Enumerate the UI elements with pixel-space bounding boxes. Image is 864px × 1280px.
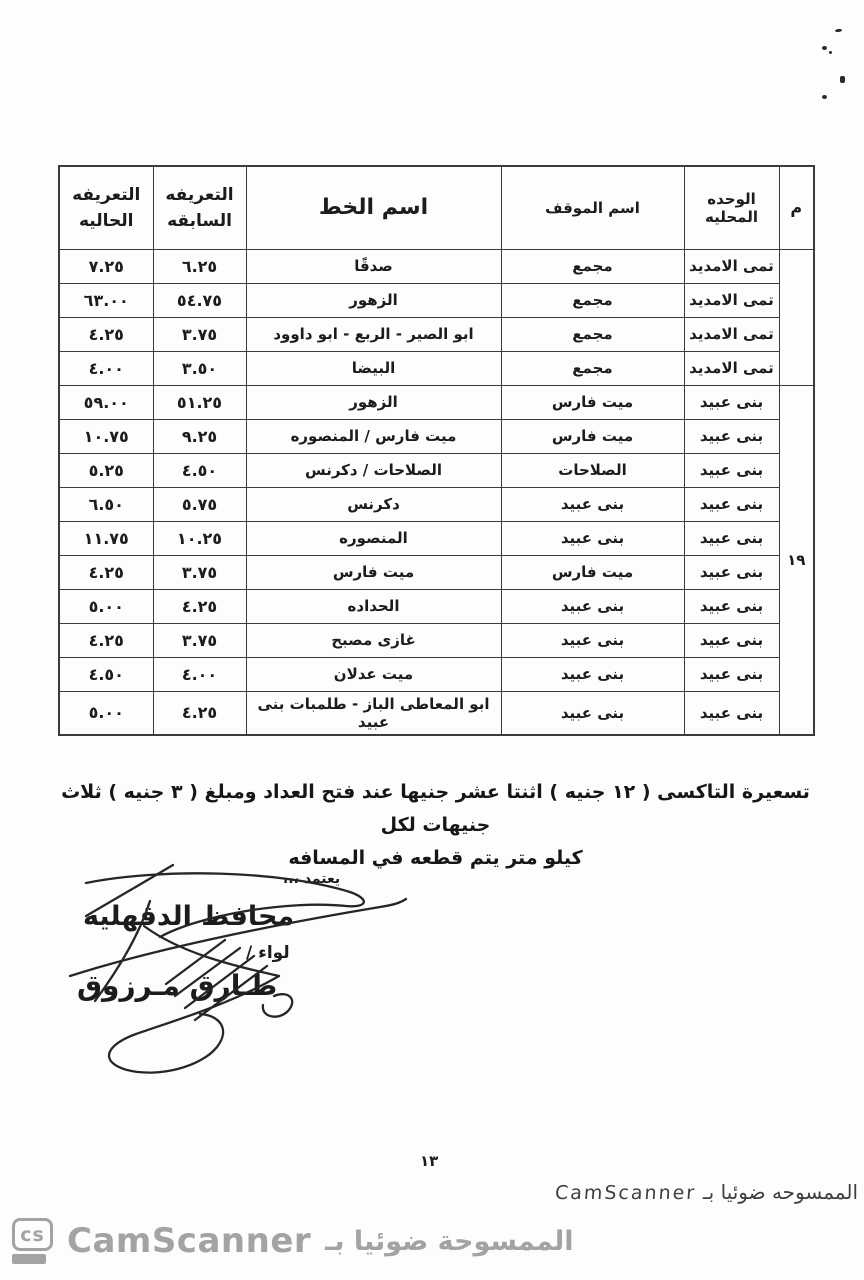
table-row: [59, 487, 814, 521]
cell-prev-tariff: ٣.٥٠: [153, 351, 246, 385]
col-header-curr-tariff: التعريفه الحاليه: [59, 166, 153, 249]
cell-line: غازى مصبح: [246, 623, 501, 657]
cell-line: الحداده: [246, 589, 501, 623]
ink-speck: [822, 95, 827, 99]
cell-local-unit: بنى عبيد: [684, 453, 779, 487]
camscanner-brand-arabic: الممسوحة ضوئيا بـ: [325, 1225, 574, 1257]
table-row: [59, 623, 814, 657]
cell-curr-tariff: ٤.٢٥: [59, 623, 153, 657]
cell-curr-tariff: ٦٣.٠٠: [59, 283, 153, 317]
cell-station: بنى عبيد: [501, 657, 684, 691]
scanned-with-note-brand: CamScanner: [554, 1182, 698, 1204]
cell-station: ميت فارس: [501, 419, 684, 453]
scanned-with-note: [555, 1180, 858, 1204]
cell-local-unit: بنى عبيد: [684, 555, 779, 589]
ink-speck: [840, 76, 845, 83]
col-header-serial: م: [779, 166, 814, 249]
cell-curr-tariff: ٥٩.٠٠: [59, 385, 153, 419]
table-row: [59, 351, 814, 385]
cell-line: ميت فارس / المنصوره: [246, 419, 501, 453]
table-row: [59, 657, 814, 691]
cell-curr-tariff: ٧.٢٥: [59, 249, 153, 283]
cell-curr-tariff: ٤.٢٥: [59, 555, 153, 589]
governor-title: محافظ الدقهليه: [83, 901, 295, 932]
ink-speck: [835, 29, 842, 33]
camscanner-logo-initials: cs: [12, 1218, 53, 1251]
cell-line: ابو المعاطى الباز - طلمبات بنى عبيد: [246, 691, 501, 735]
cell-curr-tariff: ٤.٥٠: [59, 657, 153, 691]
cell-local-unit: بنى عبيد: [684, 623, 779, 657]
ink-speck: [822, 46, 827, 50]
cell-prev-tariff: ٤.٢٥: [153, 589, 246, 623]
tariff-table: [58, 165, 815, 736]
cell-local-unit: بنى عبيد: [684, 385, 779, 419]
cell-local-unit: تمى الامديد: [684, 317, 779, 351]
cell-station: بنى عبيد: [501, 521, 684, 555]
cell-line: الزهور: [246, 385, 501, 419]
table-header-row: [59, 166, 814, 249]
cell-line: البيضا: [246, 351, 501, 385]
cell-local-unit: تمى الامديد: [684, 283, 779, 317]
cell-local-unit: بنى عبيد: [684, 657, 779, 691]
cell-station: ميت فارس: [501, 555, 684, 589]
serial-group-cell: ١٩: [779, 385, 814, 735]
cell-curr-tariff: ٤.٠٠: [59, 351, 153, 385]
cell-prev-tariff: ١٠.٢٥: [153, 521, 246, 555]
tariff-table-body: [59, 249, 814, 735]
col-header-local-unit: الوحده المحليه: [684, 166, 779, 249]
serial-group-cell: [779, 249, 814, 385]
table-row: [59, 691, 814, 735]
cell-prev-tariff: ٤.٠٠: [153, 657, 246, 691]
handwritten-signature-scribble: [48, 855, 440, 1093]
cell-prev-tariff: ٥٤.٧٥: [153, 283, 246, 317]
camscanner-logo-icon: [12, 1218, 53, 1264]
cell-local-unit: بنى عبيد: [684, 589, 779, 623]
ink-speck: [829, 51, 832, 54]
cell-station: الصلاحات: [501, 453, 684, 487]
approval-word: يعتمد ،،،: [283, 871, 341, 887]
cell-prev-tariff: ٣.٧٥: [153, 317, 246, 351]
col-header-prev-tariff: التعريفه السابقه: [153, 166, 246, 249]
camscanner-logo-bar: [12, 1254, 46, 1264]
cell-line: ميت عدلان: [246, 657, 501, 691]
cell-curr-tariff: ٥.٢٥: [59, 453, 153, 487]
table-row: [59, 317, 814, 351]
cell-station: مجمع: [501, 249, 684, 283]
cell-curr-tariff: ١٠.٧٥: [59, 419, 153, 453]
cell-curr-tariff: ٥.٠٠: [59, 691, 153, 735]
cell-local-unit: بنى عبيد: [684, 487, 779, 521]
cell-prev-tariff: ٥١.٢٥: [153, 385, 246, 419]
table-row: [59, 589, 814, 623]
cell-prev-tariff: ٣.٧٥: [153, 555, 246, 589]
cell-prev-tariff: ٤.٥٠: [153, 453, 246, 487]
cell-station: بنى عبيد: [501, 623, 684, 657]
cell-line: المنصوره: [246, 521, 501, 555]
cell-line: ميت فارس: [246, 555, 501, 589]
page-number: ١٣: [420, 1152, 439, 1170]
cell-station: مجمع: [501, 283, 684, 317]
table-row: [59, 555, 814, 589]
cell-local-unit: بنى عبيد: [684, 691, 779, 735]
cell-station: بنى عبيد: [501, 487, 684, 521]
table-row: [59, 283, 814, 317]
governor-name: طـارق مـرزوق: [77, 969, 278, 1002]
cell-station: مجمع: [501, 351, 684, 385]
col-header-line: اسم الخط: [246, 166, 501, 249]
cell-curr-tariff: ٥.٠٠: [59, 589, 153, 623]
cell-line: الزهور: [246, 283, 501, 317]
table-row: [59, 249, 814, 283]
camscanner-brand-text: CamScanner: [67, 1221, 312, 1261]
cell-prev-tariff: ٥.٧٥: [153, 487, 246, 521]
cell-prev-tariff: ٩.٢٥: [153, 419, 246, 453]
camscanner-watermark: [12, 1218, 573, 1264]
cell-curr-tariff: ٤.٢٥: [59, 317, 153, 351]
col-header-station: اسم الموقف: [501, 166, 684, 249]
cell-line: الصلاحات / دكرنس: [246, 453, 501, 487]
cell-local-unit: بنى عبيد: [684, 521, 779, 555]
cell-prev-tariff: ٦.٢٥: [153, 249, 246, 283]
cell-line: صدقًا: [246, 249, 501, 283]
note-line-1: تسعيرة التاكسى ( ١٢ جنيه ) اثنتا عشر جنيها عند فتح العداد ومبلغ ( ٣ جنيه ) ثلاث جنيهات لكل: [61, 781, 810, 836]
cell-station: مجمع: [501, 317, 684, 351]
cell-station: ميت فارس: [501, 385, 684, 419]
scanned-with-note-arabic: الممسوحه ضوئيا بـ: [702, 1180, 858, 1204]
table-row: [59, 521, 814, 555]
cell-local-unit: بنى عبيد: [684, 419, 779, 453]
rank-label: لواء /: [246, 943, 290, 963]
table-row: [59, 453, 814, 487]
cell-curr-tariff: ٦.٥٠: [59, 487, 153, 521]
cell-local-unit: تمى الامديد: [684, 351, 779, 385]
note-line-2: كيلو متر يتم قطعه في المسافه: [288, 847, 583, 869]
cell-prev-tariff: ٣.٧٥: [153, 623, 246, 657]
cell-local-unit: تمى الامديد: [684, 249, 779, 283]
cell-curr-tariff: ١١.٧٥: [59, 521, 153, 555]
table-row: [59, 419, 814, 453]
cell-station: بنى عبيد: [501, 589, 684, 623]
cell-line: دكرنس: [246, 487, 501, 521]
cell-prev-tariff: ٤.٢٥: [153, 691, 246, 735]
cell-station: بنى عبيد: [501, 691, 684, 735]
cell-line: ابو الصير - الربع - ابو داوود: [246, 317, 501, 351]
table-row: [59, 385, 814, 419]
